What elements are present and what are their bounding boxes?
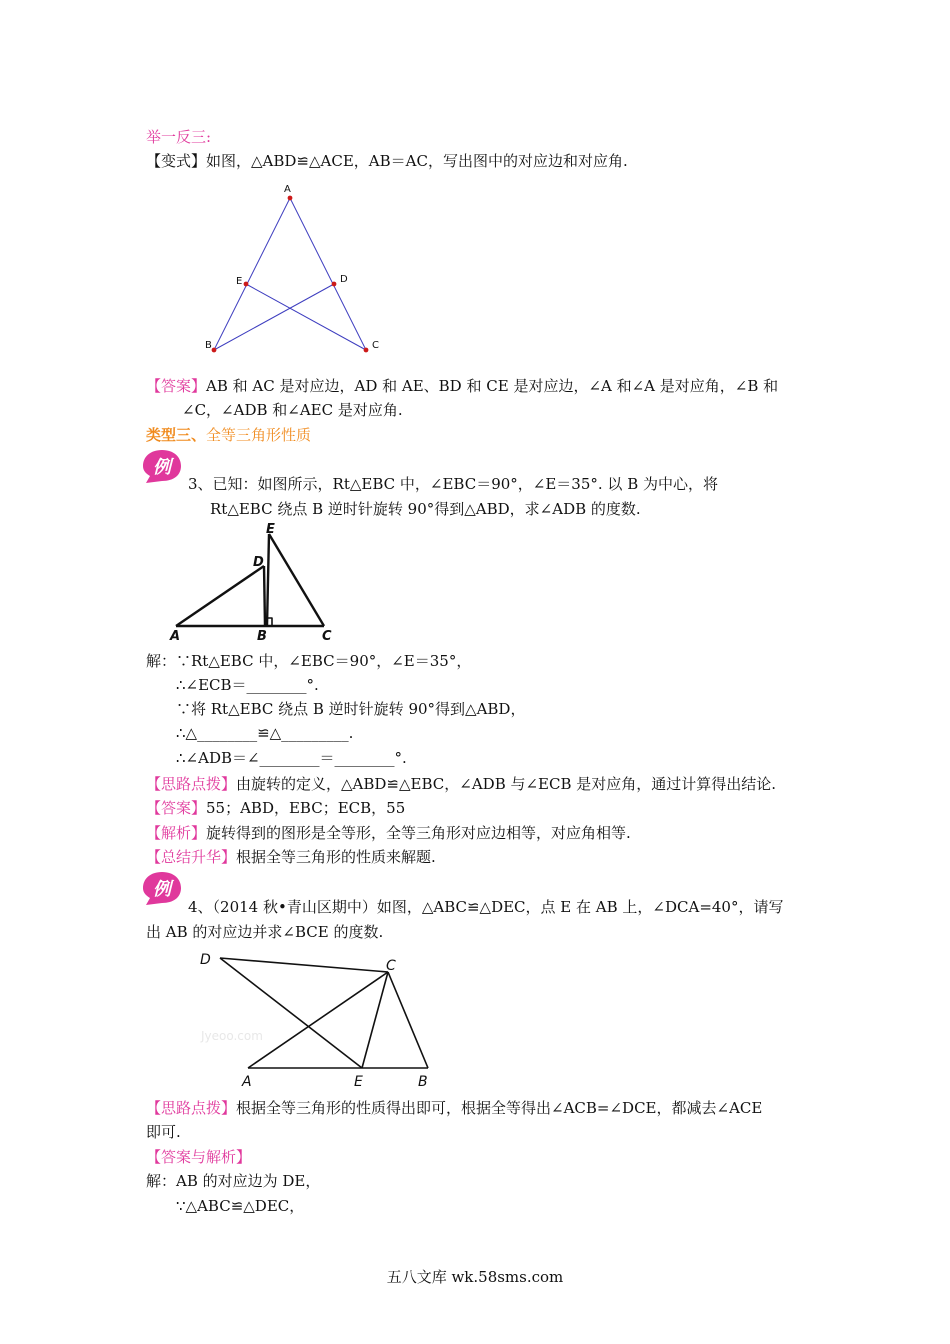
badge-text: 例 (153, 457, 171, 478)
label-a: A (242, 1074, 252, 1090)
analysis3-tag: 【解析】 (146, 824, 207, 842)
variant-question (146, 150, 628, 172)
label-a: A (284, 184, 291, 195)
label-d: D (340, 274, 348, 285)
sol3-line2: ∴∠ECB＝________°. (176, 676, 319, 694)
summary3-text: 根据全等三角形的性质来解题. (236, 848, 436, 866)
label-c: C (372, 340, 379, 351)
ans3-text: 55；ABD，EBC；ECB，55 (206, 799, 406, 817)
hint4-text1: 根据全等三角形的性质得出即可，根据全等得出∠ACB=∠DCE，都减去∠ACE (236, 1099, 763, 1117)
ans3-tag: 【答案】 (146, 799, 207, 817)
label-c: C (386, 958, 396, 974)
label-e: E (266, 522, 275, 537)
page-footer: 五八文库 wk.58sms.com (386, 1268, 564, 1286)
segment-ac (290, 198, 366, 350)
ans3 (146, 797, 405, 819)
segment-bd (214, 284, 334, 350)
example-badge-icon (142, 448, 182, 484)
label-c: C (322, 629, 332, 644)
ans4-tag: 【答案与解析】 (146, 1148, 252, 1166)
label-b: B (205, 340, 212, 351)
analysis3-text: 旋转得到的图形是全等形，全等三角形对应边相等，对应角相等. (206, 824, 631, 842)
point-b (212, 348, 217, 353)
type3-heading (146, 424, 311, 446)
label-a: A (170, 629, 181, 644)
ans4-line1: 解：AB 的对应边为 DE， (146, 1172, 321, 1190)
point-c (364, 348, 369, 353)
example-badge-icon (142, 870, 182, 906)
label-b: B (418, 1074, 428, 1090)
q3-line2: Rt△EBC 绕点 B 逆时针旋转 90°得到△ABD，求∠ADB 的度数. (210, 500, 641, 518)
segment-ab (214, 198, 290, 350)
label-b: B (257, 629, 267, 644)
q3-line1: 3、已知：如图所示，Rt△EBC 中，∠EBC＝90°，∠E＝35°. 以 B 为中心，将 (188, 475, 718, 493)
type3-title: 全等三角形性质 (206, 426, 312, 444)
badge-text: 例 (153, 879, 171, 900)
sol3-line4: ∴△________≌△_________. (176, 724, 354, 742)
section-heading-jyfs: 举一反三: (146, 128, 212, 146)
point-a (288, 196, 293, 201)
analysis3 (146, 822, 631, 844)
hint4-line1 (146, 1097, 762, 1119)
hint3-text: 由旋转的定义，△ABD≌△EBC，∠ADB 与∠ECB 是对应角，通过计算得出结论. (236, 775, 777, 793)
hint3 (146, 773, 776, 795)
label-d: D (253, 555, 264, 570)
q4-line1: 4、（2014 秋•青山区期中）如图，△ABC≌△DEC，点 E 在 AB 上，∠DCA=40°，请写 (188, 898, 784, 916)
hint4-tag: 【思路点拨】 (146, 1099, 237, 1117)
variant-answer-line2: ∠C，∠ADB 和∠AEC 是对应角. (182, 401, 403, 419)
hint4-line2: 即可. (146, 1123, 181, 1141)
sol3-line5: ∴∠ADB＝∠________＝________°. (176, 749, 407, 767)
point-e (244, 282, 249, 287)
summary3 (146, 846, 436, 868)
point-d (332, 282, 337, 287)
answer-tag: 【答案】 (146, 377, 207, 395)
ans4-line2: ∵△ABC≌△DEC， (176, 1197, 305, 1215)
q4-line2: 出 AB 的对应边并求∠BCE 的度数. (146, 923, 384, 941)
type3-label: 类型三、 (146, 426, 207, 444)
variant-text: 如图，△ABD≌△ACE，AB＝AC，写出图中的对应边和对应角. (206, 152, 628, 170)
label-e: E (236, 276, 243, 287)
watermark-text: Jyeoo.com (201, 1029, 263, 1043)
label-e: E (354, 1074, 363, 1090)
figure-rotation-triangle (166, 522, 346, 644)
sol3-line1: 解：∵Rt△EBC 中，∠EBC＝90°，∠E＝35°， (146, 652, 472, 670)
figure-triangle-abd-ace (200, 180, 400, 360)
variant-tag: 【变式】 (146, 152, 207, 170)
figure-abc-dec (196, 946, 446, 1092)
variant-answer-text1: AB 和 AC 是对应边，AD 和 AE、BD 和 CE 是对应边，∠A 和∠A 是对应角，∠B 和 (206, 377, 779, 395)
summary3-tag: 【总结升华】 (146, 848, 237, 866)
label-d: D (200, 952, 211, 968)
segment-ec (246, 284, 366, 350)
sol3-line3: ∵将 Rt△EBC 绕点 B 逆时针旋转 90°得到△ABD， (176, 700, 526, 718)
hint3-tag: 【思路点拨】 (146, 775, 237, 793)
variant-answer-line1 (146, 375, 778, 397)
